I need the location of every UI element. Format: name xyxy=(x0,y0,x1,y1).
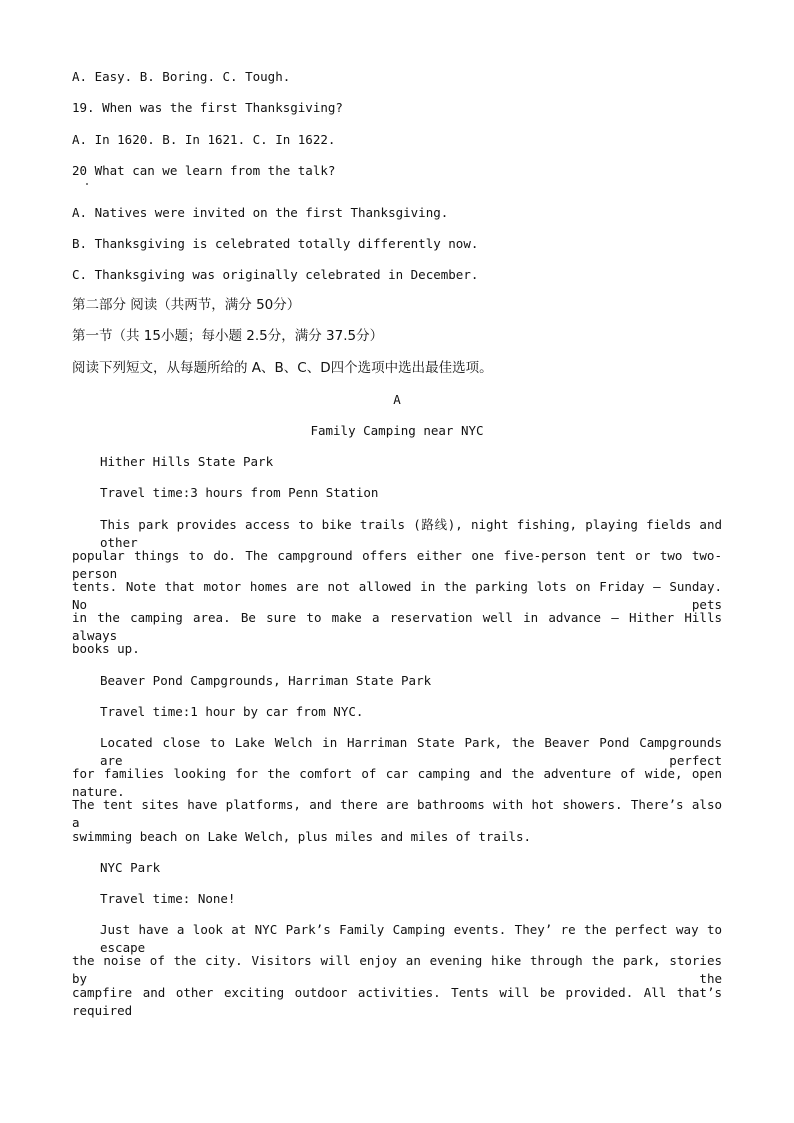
paragraph-line: swimming beach on Lake Welch, plus miles and miles of trails. xyxy=(72,829,532,844)
entry-travel-time: Travel time:1 hour by car from NYC. xyxy=(100,704,364,719)
subsection-title: 第一节（共 15小题；每小题 2.5分，满分 37.5分） xyxy=(72,328,384,344)
part-title: 第二部分 阅读（共两节，满分 50分） xyxy=(72,297,301,313)
paragraph-line: Just have a look at NYC Park’s Family Camping events. They’ re the perfect way to escape xyxy=(100,922,722,955)
paragraph-line: books up. xyxy=(72,641,140,656)
entry-name: NYC Park xyxy=(100,860,161,875)
paragraph-line: popular things to do. The campground offers either one five-person tent or two two-person xyxy=(72,548,722,581)
entry-name: Hither Hills State Park xyxy=(100,454,274,469)
instruction: 阅读下列短文，从每题所给的 A、B、C、D四个选项中选出最佳选项。 xyxy=(72,360,493,376)
entry-travel-time: Travel time:3 hours from Penn Station xyxy=(100,485,379,500)
passage-label: A xyxy=(393,392,401,407)
stray-dot xyxy=(86,183,88,185)
paragraph-line: tents. Note that motor homes are not allowed in the parking lots on Friday — Sunday. No pets xyxy=(72,579,722,612)
paragraph-line: in the camping area. Be sure to make a reservation well in advance — Hither Hills always xyxy=(72,610,722,643)
entry-name: Beaver Pond Campgrounds, Harriman State Park xyxy=(100,673,432,688)
entry-travel-time: Travel time: None! xyxy=(100,891,236,906)
passage-title: Family Camping near NYC xyxy=(310,423,484,438)
paragraph-line: campfire and other exciting outdoor activities. Tents will be provided. All that’s required xyxy=(72,985,722,1018)
paragraph-line: Located close to Lake Welch in Harriman State Park, the Beaver Pond Campgrounds are perfect xyxy=(100,735,722,768)
q19-stem: 19. When was the first Thanksgiving? xyxy=(72,100,343,115)
paragraph-line: for families looking for the comfort of car camping and the adventure of wide, open nature. xyxy=(72,766,722,799)
q20-option-b: B. Thanksgiving is celebrated totally differently now. xyxy=(72,236,479,251)
q18-options: A. Easy. B. Boring. C. Tough. xyxy=(72,69,291,84)
q20-option-a: A. Natives were invited on the first Thanksgiving. xyxy=(72,205,449,220)
paragraph-line: The tent sites have platforms, and there are bathrooms with hot showers. There’s also a xyxy=(72,797,722,830)
paragraph-line: the noise of the city. Visitors will enjoy an evening hike through the park, stories by the xyxy=(72,953,722,986)
q20-stem: 20 What can we learn from the talk? xyxy=(72,163,336,178)
paragraph-line: This park provides access to bike trails (路线), night fishing, playing fields and other xyxy=(100,517,722,550)
q19-options: A. In 1620. B. In 1621. C. In 1622. xyxy=(72,132,336,147)
q20-option-c: C. Thanksgiving was originally celebrated in December. xyxy=(72,267,479,282)
